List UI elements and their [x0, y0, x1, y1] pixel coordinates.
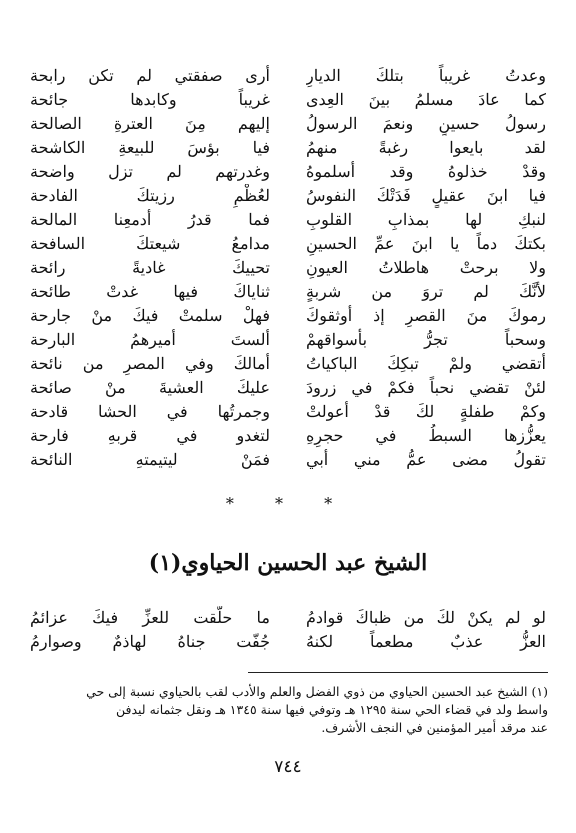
- verse-second-hemistich: ألستَ أميرهمُ البارحة: [30, 330, 270, 349]
- verse-line: [30, 160, 546, 184]
- footnote-rule: [248, 672, 548, 673]
- footnote-line: عند مرقد أمير المؤمنين في النجف الأشرف.: [321, 720, 548, 735]
- verse-second-hemistich: ثناياكَ فيها غدتْ طائحة: [30, 282, 270, 301]
- verse-line: [30, 64, 546, 88]
- verse-second-hemistich: وجمرتُها في الحشا قادحة: [30, 402, 270, 421]
- page-number: ٧٤٤: [274, 757, 302, 777]
- verse-second-hemistich: لعُظْمِ رزيتكَ الفادحة: [30, 186, 270, 205]
- poem-main: [30, 64, 546, 472]
- verse-first-hemistich: لقد بايعوا رغبةً منهمُ: [306, 138, 546, 157]
- verse-first-hemistich: تقولُ مضى عمُّ مني أبي: [306, 450, 546, 469]
- footnote-line: (١) الشيخ عبد الحسين الحياوي من ذوي الفضل والعلم والأدب لقب بالحياوي نسبة إلى حي: [86, 684, 548, 699]
- verse-first-hemistich: كما عادَ مسلمُ بينَ العِدى: [306, 90, 546, 109]
- verse-first-hemistich: وسحباً تجرُّ بأسواقهمْ: [306, 330, 546, 349]
- verse-second-hemistich: غريباً وكابدها جائحة: [30, 90, 270, 109]
- verse-first-hemistich: وقدْ خذلوهُ وقد أسلموهُ: [306, 162, 546, 181]
- verse-line: [30, 400, 546, 424]
- verse-first-hemistich: لأنَّكَ لم تروَ من شربةٍ: [306, 282, 546, 301]
- verse-first-hemistich: العزُّ عذبٌ مطعماً لكنهُ: [306, 632, 546, 651]
- verse-first-hemistich: لو لم يكنْ لكَ من ظباكَ قوادمُ: [306, 608, 546, 627]
- verse-line: [30, 424, 546, 448]
- verse-line: [30, 352, 546, 376]
- poet-heading: الشيخ عبد الحسين الحياوي(١): [148, 550, 428, 576]
- verse-line: [30, 606, 546, 630]
- poem-second: [30, 606, 546, 654]
- section-separator: * * *: [225, 494, 351, 513]
- verse-line: [30, 448, 546, 472]
- verse-second-hemistich: وغدرتهم لم تزل واضحة: [30, 162, 270, 181]
- verse-second-hemistich: أرى صفقتي لم تكن رابحة: [30, 66, 270, 85]
- verse-line: [30, 304, 546, 328]
- footnote: [40, 683, 548, 737]
- verse-line: [30, 630, 546, 654]
- verse-line: [30, 208, 546, 232]
- verse-second-hemistich: مدامعُ شيعتكَ السافحة: [30, 234, 270, 253]
- verse-second-hemistich: تحييكَ غاديةً رائحة: [30, 258, 270, 277]
- verse-second-hemistich: جُفّت جناهُ لهاذمٌ وصوارمُ: [30, 632, 270, 651]
- verse-first-hemistich: ولا برحتْ هاطلاتُ العيونِ: [306, 258, 546, 277]
- verse-first-hemistich: لنبكِ لها بمذابِ القلوبِ: [306, 210, 546, 229]
- verse-second-hemistich: فيا بؤسَ للبيعةِ الكاشحة: [30, 138, 270, 157]
- verse-line: [30, 136, 546, 160]
- verse-line: [30, 256, 546, 280]
- footnote-line: واسط ولد في قضاء الحي سنة ١٢٩٥ هـ وتوفي فيها سنة ١٣٤٥ هـ ونقل جثمانه ليدفن: [115, 702, 548, 717]
- verse-first-hemistich: وعدتُ غريباً بتلكَ الديارِ: [306, 66, 546, 85]
- verse-second-hemistich: أمالكَ وفي المصرِ من نائحة: [30, 354, 270, 373]
- verse-second-hemistich: فمَنْ ليتيمتهِ النائحة: [30, 450, 270, 469]
- verse-line: [30, 232, 546, 256]
- verse-line: [30, 184, 546, 208]
- verse-line: [30, 328, 546, 352]
- verse-second-hemistich: ما حلّقت للعزِّ فيكَ عزائمُ: [30, 608, 270, 627]
- verse-first-hemistich: رسولُ حسينٍ ونعمَ الرسولُ: [306, 114, 546, 133]
- verse-line: [30, 280, 546, 304]
- verse-line: [30, 112, 546, 136]
- verse-second-hemistich: عليكَ العشيةَ منْ صائحة: [30, 378, 270, 397]
- verse-first-hemistich: أتقضي ولمْ تبكِكَ الباكياتُ: [306, 354, 546, 373]
- verse-line: [30, 376, 546, 400]
- verse-first-hemistich: فيا ابنَ عقيلٍ فَدَتْكَ النفوسُ: [306, 186, 546, 205]
- verse-first-hemistich: وكمْ طفلةٍ لكَ قدْ أعولتْ: [306, 402, 546, 421]
- verse-line: [30, 88, 546, 112]
- verse-second-hemistich: لتغدو في قربهِ فارحة: [30, 426, 270, 445]
- verse-second-hemistich: فما قدرُ أدمعِنا المالحة: [30, 210, 270, 229]
- verse-first-hemistich: بكتكَ دماً يا ابنَ عمِّ الحسينِ: [306, 234, 546, 253]
- verse-first-hemistich: يعزُّزها السبطُ في حجرِهِ: [306, 426, 546, 445]
- verse-first-hemistich: رموكَ منَ القصرِ إذ أوثقوكَ: [306, 306, 546, 325]
- verse-second-hemistich: إليهم مِنَ العترةِ الصالحة: [30, 114, 270, 133]
- verse-second-hemistich: فهلْ سلمتْ فيكَ منْ جارحة: [30, 306, 270, 325]
- verse-first-hemistich: لئنْ تقضي نحباً فكمْ في زرودَ: [306, 378, 546, 397]
